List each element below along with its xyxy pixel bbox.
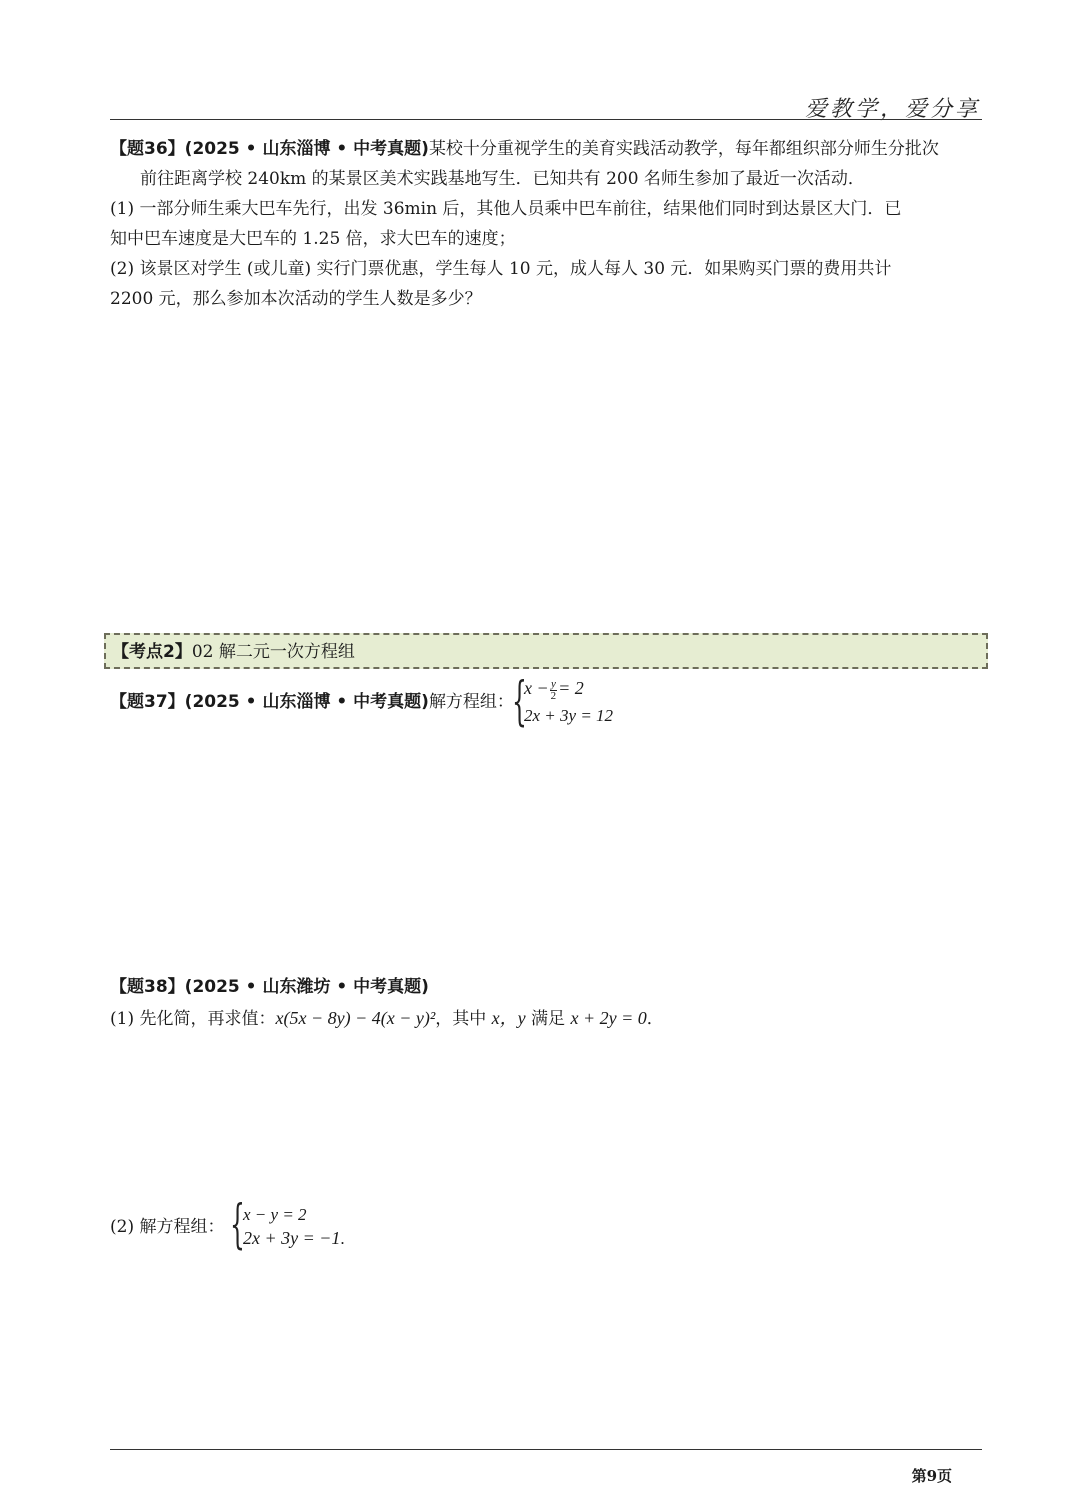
q38-eq2-line <box>243 1227 345 1250</box>
q36-part1-line1: (1) 一部分师生乘大巴车先行，出发 36min 后，其他人员乘中巴车前往，结果他们同时到达景区大门．已 <box>110 199 902 219</box>
q37-system-brace: { <box>512 672 527 732</box>
q38-part1-mid: ，其中 <box>435 1009 492 1029</box>
q38-part2-prefix: (2) 解方程组： <box>110 1217 225 1237</box>
q36-part2-line2: 2200 元，那么参加本次活动的学生人数是多少？ <box>110 289 482 309</box>
q37-line <box>110 687 514 717</box>
header-motto: 爱教学，爱分享 <box>804 97 980 122</box>
q38-source: (2025 • 山东潍坊 • 中考真题) <box>184 977 429 997</box>
q38-header <box>110 972 429 1002</box>
q38-part1-expr: x(5x − 8y) − 4(x − y)² <box>275 1008 436 1028</box>
q37-frac-den: 2 <box>550 689 557 702</box>
q36-stem-line1: 某校十分重视学生的美育实践活动教学，每年都组织部分师生分批次 <box>428 139 939 159</box>
q37-eq2: 2x + 3y = 12 <box>524 706 614 725</box>
q38-tag: 【题38】 <box>110 977 185 997</box>
q38-part1-cond: x + 2y = 0 <box>570 1008 647 1028</box>
q36-part2-line1: (2) 该景区对学生 (或儿童) 实行门票优惠，学生每人 10 元，成人每人 30 元．如果购买门票的费用共计 <box>110 259 892 279</box>
q38-part1-prefix: (1) 先化简，再求值： <box>110 1009 276 1029</box>
q38-eq1: x − y = 2 <box>243 1205 307 1224</box>
q37-eq1-left: x − <box>524 678 549 698</box>
header-rule <box>110 119 982 120</box>
q37-eq1 <box>524 677 584 702</box>
kaodian-title: 02 解二元一次方程组 <box>191 642 355 662</box>
q36-tag: 【题36】 <box>110 139 185 159</box>
page-number: 第9页 <box>911 1467 952 1485</box>
q37-eq1-fraction <box>550 679 558 702</box>
kaodian-tag: 【考点2】 <box>112 642 192 662</box>
q36-stem-line2: 前往距离学校 240km 的某景区美术实践基地写生．已知共有 200 名师生参加了最近一次活动． <box>140 169 865 189</box>
q36-source: (2025 • 山东淄博 • 中考真题) <box>184 139 429 159</box>
q37-tag: 【题37】 <box>110 692 185 712</box>
q37-prompt: 解方程组： <box>428 692 514 712</box>
q37-eq1-right: = 2 <box>558 678 584 698</box>
q38-eq-end: . <box>340 1229 345 1248</box>
q37-frac-num: y <box>550 677 556 690</box>
q37-source: (2025 • 山东淄博 • 中考真题) <box>184 692 429 712</box>
q38-eq2: 2x + 3y = −1 <box>243 1228 341 1248</box>
footer-rule <box>110 1449 982 1450</box>
kaodian-label <box>112 637 355 667</box>
q36-part1-line2: 知中巴车速度是大巴车的 1.25 倍，求大巴车的速度； <box>110 229 516 249</box>
q38-part1 <box>110 1003 664 1034</box>
q38-system-brace: { <box>230 1195 245 1255</box>
q36-line1 <box>110 134 939 164</box>
q38-part1-cond-prefix: 满足 <box>525 1009 571 1029</box>
kaodian-banner <box>104 633 988 669</box>
q38-part1-vars: x，y <box>491 1008 526 1028</box>
q38-part1-end: ． <box>646 1009 664 1029</box>
